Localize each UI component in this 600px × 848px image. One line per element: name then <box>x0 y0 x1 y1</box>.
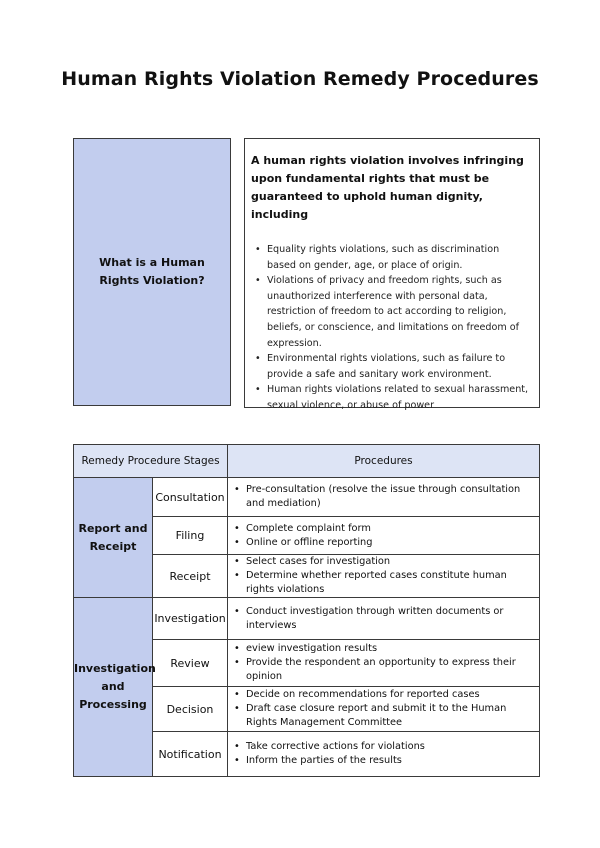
substage-cell: Investigation <box>153 598 228 640</box>
procedure-item: • Complete complaint form <box>234 522 371 534</box>
definition-content-cell <box>244 138 540 411</box>
header-stages: Remedy Procedure Stages <box>74 445 228 478</box>
procedure-item: • Determine whether reported cases constitute human rights violations <box>234 570 507 595</box>
page-title: Human Rights Violation Remedy Procedures <box>61 68 539 90</box>
substage-cell: Filing <box>153 517 228 555</box>
procedure-item: • Online or offline reporting <box>234 536 373 548</box>
stage-report-receipt: Report and Receipt <box>74 478 153 598</box>
substage-cell: Receipt <box>153 555 228 598</box>
table-header-row <box>74 445 540 478</box>
bullet-icon: • <box>234 689 240 700</box>
definition-intro: A human rights violation involves infringing upon fundamental rights that must be guaranteed to uphold human dignity, including <box>251 154 524 221</box>
bullet-icon: • <box>255 244 261 255</box>
procedure-item: • Inform the parties of the results <box>234 755 402 766</box>
definition-label-cell <box>73 138 231 406</box>
definition-list <box>251 242 531 414</box>
procedure-table <box>73 444 540 777</box>
bullet-icon: • <box>234 556 240 567</box>
bullet-icon: • <box>234 484 240 495</box>
bullet-icon: • <box>234 643 240 654</box>
procedure-cell <box>228 687 540 732</box>
procedure-item: • Take corrective actions for violations <box>234 741 425 752</box>
procedure-cell <box>228 640 540 687</box>
definition-item: • Human rights violations related to sexual harassment, sexual violence, or abuse of power <box>255 384 529 411</box>
substage-cell: Notification <box>153 732 228 777</box>
bullet-icon: • <box>234 703 240 714</box>
procedure-cell <box>228 555 540 598</box>
table-row <box>74 598 540 640</box>
definition-item: • Environmental rights violations, such as failure to provide a safe and sanitary work environment. <box>255 353 506 380</box>
procedure-item: • Provide the respondent an opportunity to express their opinion <box>234 657 516 682</box>
substage-cell: Consultation <box>153 478 228 517</box>
procedure-item: • Decide on recommendations for reported cases <box>234 689 480 700</box>
procedure-item: • Draft case closure report and submit it to the Human Rights Management Committee <box>234 703 507 728</box>
bullet-icon: • <box>255 384 261 396</box>
bullet-icon: • <box>234 755 240 766</box>
procedure-item: • Pre-consultation (resolve the issue through consultation and mediation) <box>234 484 521 509</box>
bullet-icon: • <box>234 605 240 617</box>
bullet-icon: • <box>234 570 240 581</box>
definition-label: What is a Human Rights Violation? <box>99 256 205 287</box>
definition-item: • Violations of privacy and freedom rights, such as unauthorized interference with personal data, restriction of freedom to act according to religion, beliefs, or conscience, and limitations on freedom of expression. <box>255 275 520 349</box>
bullet-icon: • <box>234 536 240 548</box>
bullet-icon: • <box>255 353 261 365</box>
table-row <box>74 478 540 517</box>
procedure-cell <box>228 517 540 555</box>
procedure-item: • Select cases for investigation <box>234 556 391 567</box>
procedure-cell <box>228 598 540 640</box>
definition-item: • Equality rights violations, such as discrimination based on gender, age, or place of origin. <box>255 244 500 271</box>
substage-cell: Decision <box>153 687 228 732</box>
procedure-cell <box>228 478 540 517</box>
bullet-icon: • <box>234 522 240 534</box>
procedure-item: • eview investigation results <box>234 643 378 654</box>
procedure-item: • Conduct investigation through written documents or interviews <box>234 605 504 631</box>
bullet-icon: • <box>234 657 240 668</box>
bullet-icon: • <box>255 275 261 287</box>
procedure-cell <box>228 732 540 777</box>
substage-cell: Review <box>153 640 228 687</box>
header-procedures: Procedures <box>228 445 540 478</box>
stage-investigation-processing: Investigation and Processing <box>74 598 153 777</box>
bullet-icon: • <box>234 741 240 752</box>
